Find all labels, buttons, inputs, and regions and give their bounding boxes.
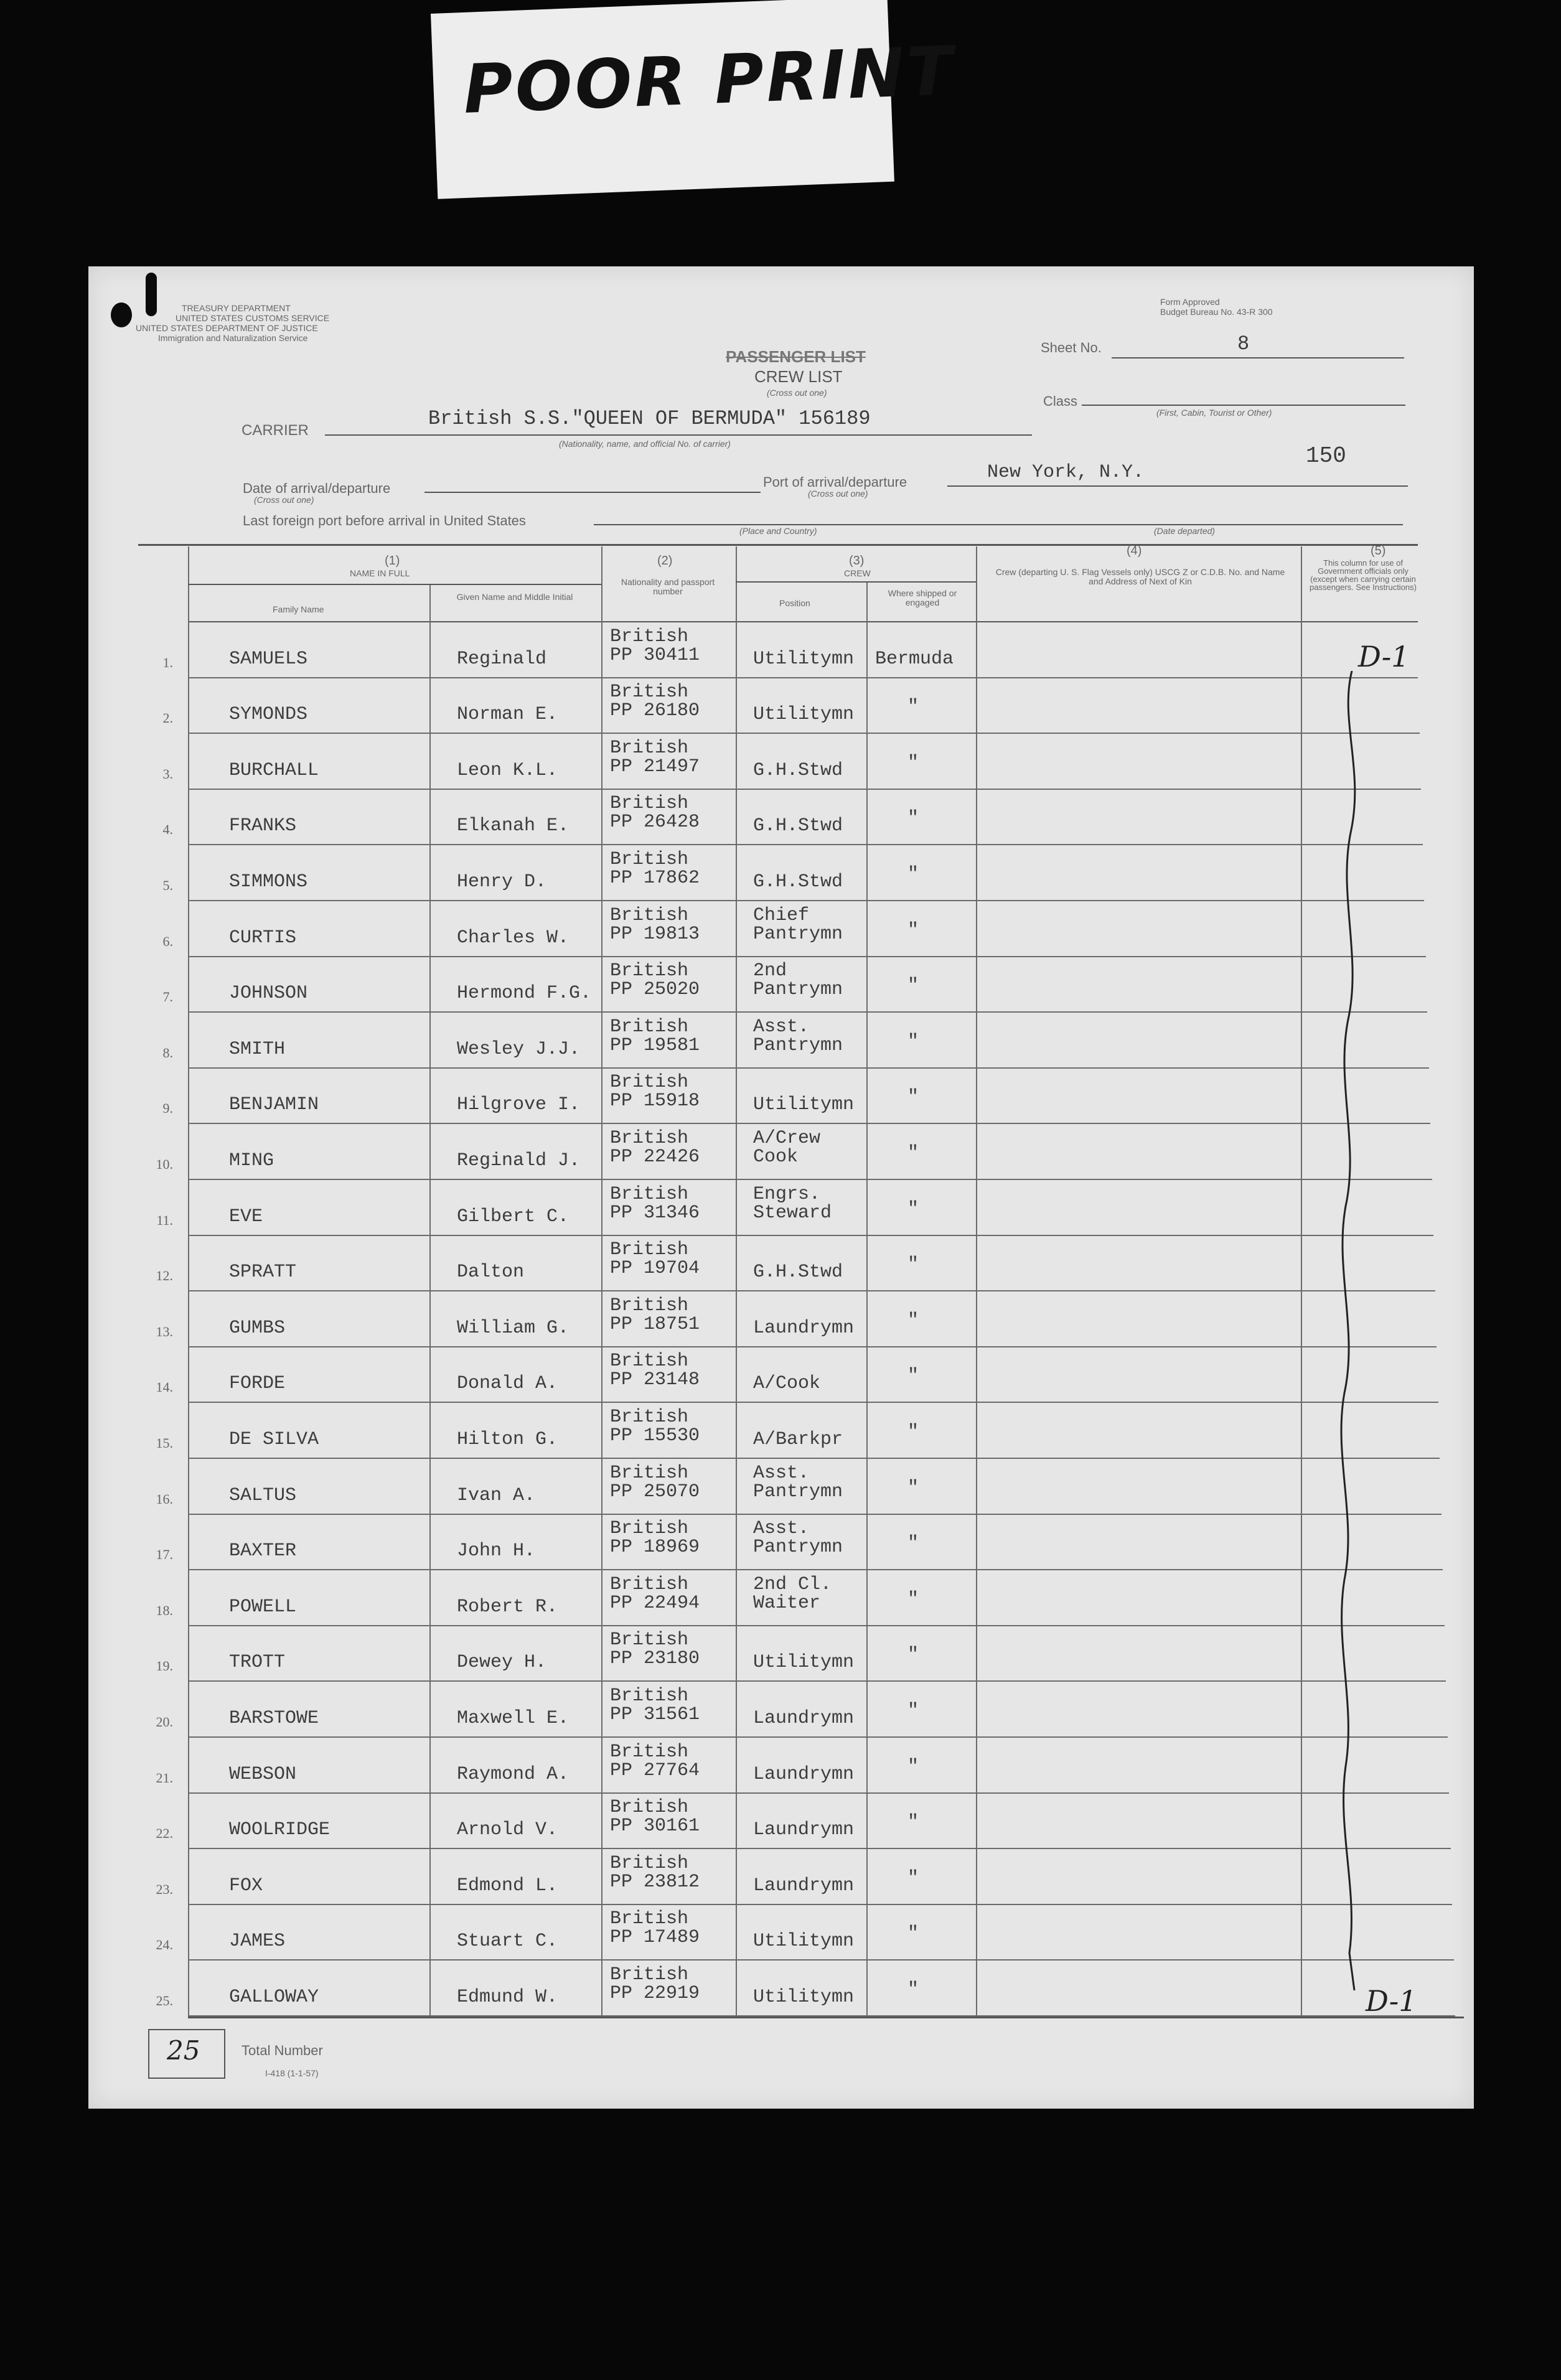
position: Utilitymn [753, 648, 855, 670]
nationality: British [610, 1128, 689, 1149]
row-number: 17. [156, 1547, 173, 1563]
row-rule [188, 1569, 1443, 1570]
col-rule [601, 546, 602, 2017]
where-engaged: " [907, 1812, 919, 1834]
col-rule [1301, 546, 1302, 2017]
nationality: British [610, 1183, 689, 1205]
position-line2: Pantrymn [753, 1537, 843, 1558]
crew-list-title: CREW LIST [754, 367, 843, 386]
position: Utilitymn [753, 1094, 855, 1116]
nationality: British [610, 682, 689, 703]
where-engaged: " [907, 1923, 919, 1945]
nationality: British [610, 1964, 689, 1985]
family-name: TROTT [229, 1652, 286, 1674]
row-rule [188, 1235, 1433, 1236]
row-rule [188, 733, 1420, 734]
row-number: 21. [156, 1769, 173, 1786]
passport-number: PP 30161 [610, 1815, 700, 1837]
col5-number: (5) [1371, 544, 1386, 558]
family-name: MING [229, 1150, 274, 1171]
position-line2: Pantrymn [753, 1481, 843, 1502]
nationality: British [610, 1295, 689, 1316]
given-name: Leon K.L. [457, 759, 558, 781]
where-engaged: " [907, 808, 919, 830]
nationality: British [610, 1629, 689, 1651]
table-header-rule [188, 621, 1418, 622]
row-number: 16. [156, 1491, 173, 1507]
where-engaged: " [907, 752, 919, 774]
given-name: Raymond A. [457, 1763, 570, 1785]
row-rule [188, 1458, 1440, 1459]
crew-list-document [88, 266, 1474, 2109]
nationality: British [610, 737, 689, 759]
family-name: GUMBS [229, 1317, 286, 1339]
where-engaged: " [907, 1477, 919, 1499]
col4-title: Crew (departing U. S. Flag Vessels only) USCG Z or C.D.B. No. and Name and Address of Next of Kin [995, 567, 1285, 586]
annotation-top: D-1 [1358, 640, 1410, 673]
position: 2nd Cl. [753, 1573, 832, 1595]
nationality: British [610, 1852, 689, 1874]
col2-number: (2) [657, 554, 673, 568]
given-name: Hilton G. [457, 1429, 558, 1450]
position: Asst. [753, 1518, 810, 1540]
name-subheader-rule [188, 584, 601, 585]
nationality: British [610, 1797, 689, 1819]
family-name: WOOLRIDGE [229, 1819, 330, 1841]
given-name: Edmond L. [457, 1875, 558, 1896]
given-name: Edmund W. [457, 1987, 558, 2008]
last-port-hint-place: (Place and Country) [739, 526, 817, 536]
passport-number: PP 25020 [610, 979, 700, 1001]
given-name: Donald A. [457, 1373, 558, 1395]
nationality: British [610, 1351, 689, 1372]
row-number: 11. [156, 1212, 173, 1228]
row-rule [188, 1680, 1446, 1682]
nationality: British [610, 1016, 689, 1038]
family-name: JOHNSON [229, 983, 308, 1005]
nationality: British [610, 960, 689, 982]
position: Laundrymn [753, 1708, 855, 1729]
poor-print-label [431, 0, 957, 199]
passport-number: PP 17862 [610, 868, 700, 889]
row-number: 19. [156, 1658, 173, 1674]
given-name: John H. [457, 1540, 536, 1562]
family-name: BURCHALL [229, 759, 319, 781]
position: 2nd [753, 960, 787, 982]
position: Utilitymn [753, 704, 855, 726]
family-name: FORDE [229, 1373, 286, 1395]
row-rule [188, 1848, 1451, 1849]
nationality: British [610, 1462, 689, 1484]
position: G.H.Stwd [753, 1262, 843, 1283]
passport-number: PP 22494 [610, 1592, 700, 1614]
passport-number: PP 22426 [610, 1146, 700, 1168]
position: Engrs. [753, 1183, 821, 1205]
passport-number: PP 31561 [610, 1704, 700, 1725]
row-rule [188, 1346, 1437, 1347]
family-name: BAXTER [229, 1540, 297, 1562]
family-name: JAMES [229, 1931, 286, 1952]
position: Utilitymn [753, 1931, 855, 1952]
position: A/Cook [753, 1373, 821, 1395]
passport-number: PP 22919 [610, 1983, 700, 2004]
passport-number: PP 18751 [610, 1313, 700, 1335]
passenger-list-struck: PASSENGER LIST [726, 347, 866, 366]
where-engaged: " [907, 1031, 919, 1052]
col-rule [429, 584, 431, 2017]
row-number: 4. [162, 822, 173, 838]
where-engaged: " [907, 1143, 919, 1164]
position-line2: Waiter [753, 1592, 821, 1614]
where-engaged: " [907, 1087, 919, 1108]
bracket-line [1327, 671, 1377, 1990]
family-name: DE SILVA [229, 1429, 319, 1450]
row-rule [188, 1123, 1430, 1124]
nationality: British [610, 793, 689, 815]
given-name: Dewey H. [457, 1652, 547, 1674]
sheet-label: Sheet No. [1041, 340, 1102, 355]
nationality: British [610, 1239, 689, 1261]
position-line2: Pantrymn [753, 1034, 843, 1056]
col2-title: Nationality and passport number [621, 577, 715, 596]
carrier-value: British S.S."QUEEN OF BERMUDA" 156189 [428, 407, 871, 430]
where-engaged: " [907, 1366, 919, 1387]
where-engaged: " [907, 696, 919, 718]
nationality: British [610, 1741, 689, 1763]
row-number: 24. [156, 1937, 173, 1953]
port-label: Port of arrival/departure [763, 474, 907, 490]
row-rule [188, 1514, 1441, 1515]
where-engaged: " [907, 1700, 919, 1722]
agency-line-3: UNITED STATES DEPARTMENT OF JUSTICE [136, 323, 318, 333]
row-number: 7. [162, 989, 173, 1005]
cross-out-note: (Cross out one) [767, 388, 827, 398]
row-rule [188, 1402, 1438, 1403]
port-line [947, 485, 1408, 487]
family-name: SALTUS [229, 1484, 297, 1506]
where-engaged: " [907, 975, 919, 997]
punch-hole-mark [146, 273, 157, 316]
passport-number: PP 25070 [610, 1481, 700, 1502]
where-engaged: " [907, 864, 919, 885]
col-rule [976, 546, 977, 2017]
passport-number: PP 18969 [610, 1537, 700, 1558]
agency-line-4: Immigration and Naturalization Service [158, 333, 308, 343]
budget-bureau: Budget Bureau No. 43-R 300 [1160, 307, 1273, 317]
given-name: Robert R. [457, 1596, 558, 1618]
col1-given: Given Name and Middle Initial [456, 592, 573, 602]
row-number: 6. [162, 933, 173, 949]
position-line2: Steward [753, 1202, 832, 1224]
family-name: WEBSON [229, 1763, 297, 1785]
class-label: Class [1043, 393, 1078, 409]
family-name: GALLOWAY [229, 1987, 319, 2008]
where-engaged: " [907, 1309, 919, 1331]
arrival-label: Date of arrival/departure [243, 480, 391, 496]
where-engaged: " [907, 1533, 919, 1555]
nationality: British [610, 625, 689, 647]
given-name: Wesley J.J. [457, 1038, 581, 1060]
passport-number: PP 27764 [610, 1759, 700, 1781]
passport-number: PP 17489 [610, 1927, 700, 1949]
passport-number: PP 19704 [610, 1258, 700, 1280]
position: Chief [753, 904, 810, 926]
crew-subheader-rule [736, 581, 976, 583]
passport-number: PP 26180 [610, 700, 700, 722]
col3-title: CREW [844, 568, 871, 578]
row-rule [188, 2015, 1455, 2017]
row-rule [188, 1736, 1448, 1738]
row-rule [188, 1067, 1429, 1069]
row-rule [188, 956, 1426, 957]
family-name: POWELL [229, 1596, 297, 1618]
row-rule [188, 677, 1418, 678]
sheet-number: 8 [1237, 332, 1250, 355]
row-number: 22. [156, 1825, 173, 1842]
given-name: William G. [457, 1317, 570, 1339]
col-rule [866, 581, 868, 2017]
row-number: 1. [162, 654, 173, 670]
family-name: EVE [229, 1206, 263, 1227]
position: G.H.Stwd [753, 815, 843, 837]
carrier-hint: (Nationality, name, and official No. of carrier) [559, 439, 731, 449]
position: Laundrymn [753, 1763, 855, 1785]
table-top-rule [138, 544, 1418, 546]
given-name: Hermond F.G. [457, 983, 592, 1005]
form-approved: Form Approved [1160, 297, 1220, 307]
port-value: New York, N.Y. [987, 462, 1145, 483]
family-name: CURTIS [229, 927, 297, 949]
where-engaged: " [907, 919, 919, 941]
nationality: British [610, 1072, 689, 1094]
annotation-bottom: D-1 [1366, 1984, 1417, 2018]
row-number: 12. [156, 1268, 173, 1284]
col3-number: (3) [849, 554, 865, 568]
family-name: SMITH [229, 1038, 286, 1060]
position-line2: Cook [753, 1146, 799, 1168]
position: A/Crew [753, 1128, 821, 1149]
nationality: British [610, 1407, 689, 1428]
given-name: Reginald J. [457, 1150, 581, 1171]
given-name: Gilbert C. [457, 1206, 570, 1227]
last-port-hint-date: (Date departed) [1154, 526, 1216, 536]
total-value: 25 [167, 2035, 200, 2066]
agency-line-1: TREASURY DEPARTMENT [182, 303, 291, 313]
position: Laundrymn [753, 1317, 855, 1339]
punch-hole-mark [111, 302, 132, 327]
class-line [1082, 405, 1405, 406]
given-name: Stuart C. [457, 1931, 558, 1952]
row-number: 3. [162, 766, 173, 782]
col-rule [188, 546, 189, 2017]
row-number: 13. [156, 1323, 173, 1339]
given-name: Ivan A. [457, 1484, 536, 1506]
row-number: 10. [156, 1156, 173, 1172]
sheet-line [1112, 357, 1404, 358]
position: Utilitymn [753, 1987, 855, 2008]
where-engaged: " [907, 1254, 919, 1276]
row-rule [188, 1904, 1452, 1905]
passport-number: PP 19581 [610, 1034, 700, 1056]
col3-position: Position [779, 598, 810, 608]
row-number: 15. [156, 1435, 173, 1451]
where-engaged: " [907, 1422, 919, 1443]
family-name: SPRATT [229, 1262, 297, 1283]
poor-print-text: POOR PRINT [462, 32, 957, 129]
given-name: Norman E. [457, 704, 558, 726]
row-rule [188, 1792, 1449, 1794]
given-name: Charles W. [457, 927, 570, 949]
form-number: I-418 (1-1-57) [265, 2068, 319, 2078]
family-name: BARSTOWE [229, 1708, 319, 1729]
row-number: 23. [156, 1881, 173, 1897]
col-rule [736, 546, 737, 2017]
passport-number: PP 21497 [610, 756, 700, 777]
where-engaged: " [907, 1867, 919, 1889]
given-name: Arnold V. [457, 1819, 558, 1841]
row-number: 14. [156, 1379, 173, 1395]
position: G.H.Stwd [753, 759, 843, 781]
where-engaged: " [907, 1644, 919, 1666]
passport-number: PP 23148 [610, 1369, 700, 1391]
arrival-hint: (Cross out one) [254, 495, 314, 505]
col1-family: Family Name [273, 604, 324, 614]
given-name: Hilgrove I. [457, 1094, 581, 1116]
where-engaged: " [907, 1979, 919, 2000]
where-engaged: Bermuda [875, 648, 954, 670]
passport-number: PP 23812 [610, 1871, 700, 1893]
row-rule [188, 844, 1423, 845]
position: Asst. [753, 1016, 810, 1038]
row-number: 2. [162, 710, 173, 726]
row-rule [188, 1290, 1435, 1291]
family-name: SYMONDS [229, 704, 308, 726]
port-hint: (Cross out one) [808, 489, 868, 499]
family-name: BENJAMIN [229, 1094, 319, 1116]
where-engaged: " [907, 1588, 919, 1610]
passport-number: PP 30411 [610, 644, 700, 666]
row-number: 9. [162, 1100, 173, 1117]
carrier-line [325, 434, 1032, 436]
col4-number: (4) [1127, 544, 1142, 558]
nationality: British [610, 1518, 689, 1540]
family-name: FRANKS [229, 815, 297, 837]
table-bottom-rule [188, 2017, 1464, 2018]
row-rule [188, 1625, 1445, 1626]
position-line2: Pantrymn [753, 979, 843, 1001]
nationality: British [610, 1908, 689, 1930]
row-rule [188, 1179, 1432, 1180]
row-rule [188, 1959, 1454, 1961]
where-engaged: " [907, 1756, 919, 1778]
row-number: 18. [156, 1602, 173, 1618]
nationality: British [610, 1685, 689, 1707]
last-port-label: Last foreign port before arrival in United States [243, 513, 526, 528]
given-name: Elkanah E. [457, 815, 570, 837]
given-name: Maxwell E. [457, 1708, 570, 1729]
passport-number: PP 15918 [610, 1090, 700, 1112]
agency-line-2: UNITED STATES CUSTOMS SERVICE [176, 313, 330, 323]
row-rule [188, 789, 1421, 790]
given-name: Henry D. [457, 871, 547, 892]
family-name: SIMMONS [229, 871, 308, 892]
passport-number: PP 26428 [610, 812, 700, 833]
where-engaged: " [907, 1198, 919, 1220]
passport-number: PP 15530 [610, 1425, 700, 1446]
given-name: Reginald [457, 648, 547, 670]
carrier-label: CARRIER [241, 422, 309, 439]
position: Asst. [753, 1462, 810, 1484]
arrival-line [424, 492, 761, 493]
position-line2: Pantrymn [753, 923, 843, 945]
row-number: 8. [162, 1044, 173, 1061]
class-hint: (First, Cabin, Tourist or Other) [1156, 408, 1272, 418]
nationality: British [610, 849, 689, 870]
row-rule [188, 900, 1424, 901]
nationality: British [610, 1573, 689, 1595]
position: G.H.Stwd [753, 871, 843, 892]
stamp-number: 150 [1306, 443, 1346, 469]
col1-title: NAME IN FULL [350, 568, 410, 578]
position: Utilitymn [753, 1652, 855, 1674]
given-name: Dalton [457, 1262, 525, 1283]
family-name: FOX [229, 1875, 263, 1896]
passport-number: PP 19813 [610, 923, 700, 945]
col5-title: This column for use of Government officials only (except when carrying certain passengers. See Instructions) [1310, 559, 1417, 592]
last-port-line [594, 524, 1403, 525]
col1-number: (1) [385, 554, 400, 568]
position: A/Barkpr [753, 1429, 843, 1450]
total-label: Total Number [241, 2043, 323, 2058]
row-number: 5. [162, 878, 173, 893]
nationality: British [610, 904, 689, 926]
passport-number: PP 23180 [610, 1648, 700, 1670]
row-number: 25. [156, 1993, 173, 2008]
position: Laundrymn [753, 1819, 855, 1841]
row-number: 20. [156, 1714, 173, 1730]
family-name: SAMUELS [229, 648, 308, 670]
col3-where: Where shipped or engaged [888, 588, 957, 607]
position: Laundrymn [753, 1875, 855, 1896]
row-rule [188, 1011, 1427, 1013]
passport-number: PP 31346 [610, 1202, 700, 1224]
